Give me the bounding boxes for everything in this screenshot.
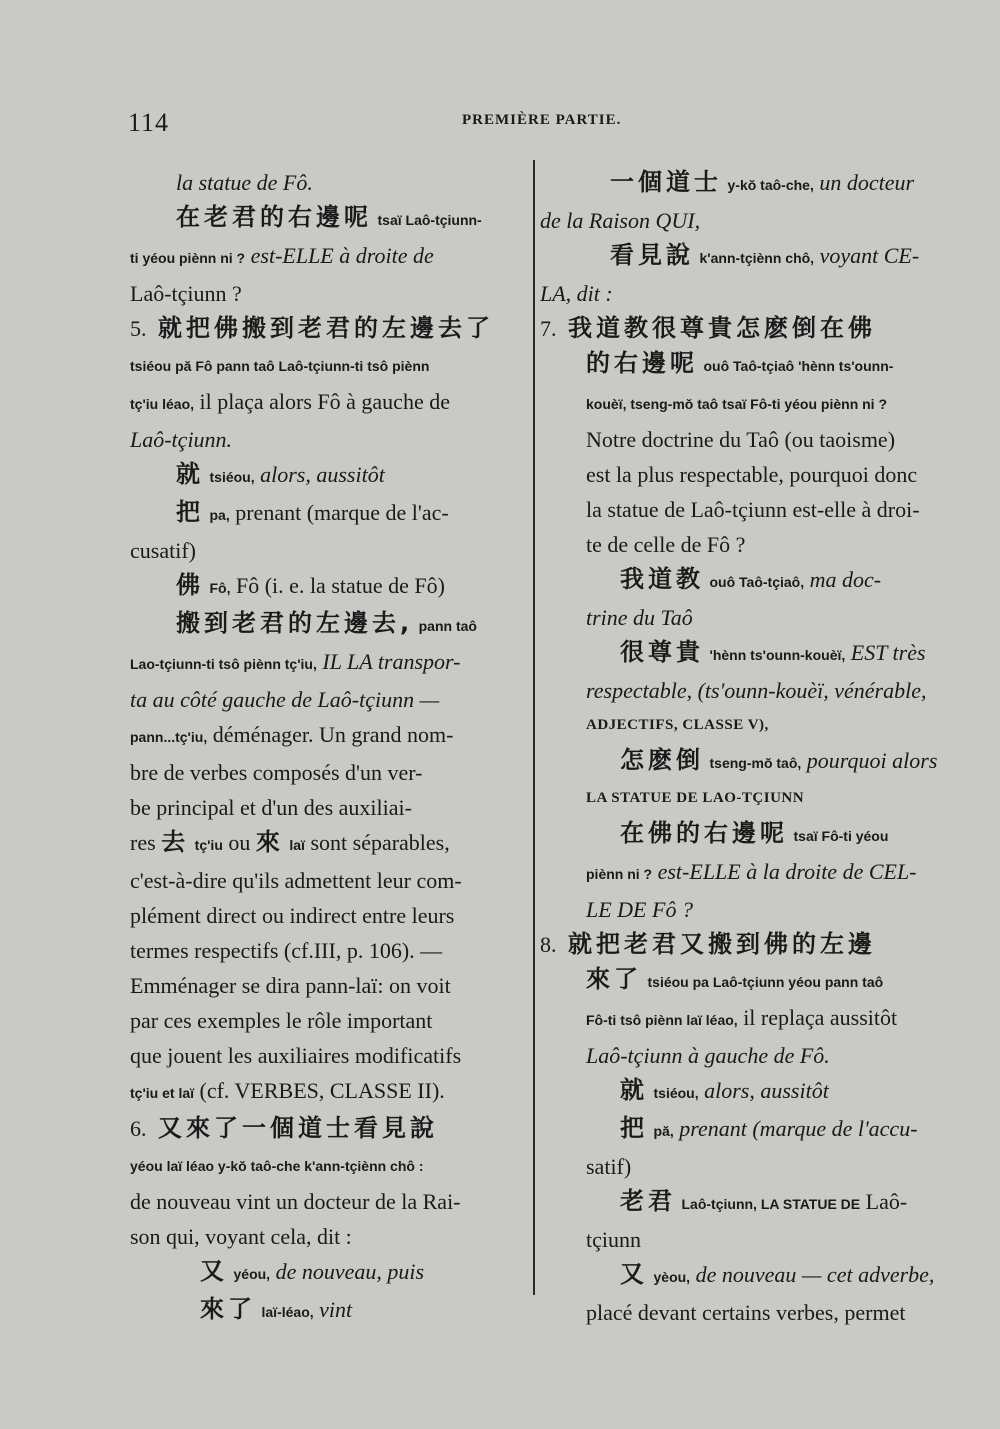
item-5-heading: 5. 就把佛搬到老君的左邊去了	[130, 314, 494, 342]
text-line: termes respectifs (cf.III, p. 106). —	[130, 938, 443, 963]
text-line: par ces exemples le rôle important	[130, 1008, 433, 1033]
text-line: Fô-ti tsô piènn laï léao, il replaça aussitôt	[586, 1005, 898, 1030]
text-line: bre de verbes composés d'un ver-	[130, 760, 423, 785]
text-line: kouèï, tseng-mŏ taô tsaï Fô-ti yéou piènn ni ?	[586, 396, 888, 412]
gloss-line: 我道教 ouô Taô-tçiaô, ma doc-	[620, 565, 882, 593]
text-line: 的右邊呢 ouô Taô-tçiaô 'hènn ts'ounn-	[586, 349, 894, 377]
item-6-heading: 6. 又來了一個道士看見說	[130, 1114, 438, 1142]
text-line: cusatif)	[130, 538, 196, 563]
text-line: Emménager se dira pann-laï: on voit	[130, 973, 451, 998]
text-line: son qui, voyant cela, dit :	[130, 1224, 352, 1249]
gloss-line: 搬到老君的左邊去, pann taô	[176, 609, 477, 637]
text-line: tç'iu et laï (cf. VERBES, CLASSE II).	[130, 1078, 445, 1103]
gloss-line: 就 tsiéou, alors, aussitôt	[176, 460, 385, 488]
gloss-line: 又 yéou, de nouveau, puis	[200, 1257, 425, 1285]
text-line: 來了 tsiéou pa Laô-tçiunn yéou pann taô	[586, 965, 884, 993]
text-line: ti yéou piènn ni ? est-ELLE à droite de	[130, 243, 434, 268]
gloss-line: 把 pă, prenant (marque de l'accu-	[620, 1114, 918, 1142]
text-line: la statue de Fô.	[176, 170, 313, 195]
text-line: ta au côté gauche de Laô-tçiunn —	[130, 687, 440, 712]
running-title: PREMIÈRE PARTIE.	[462, 112, 622, 128]
text-line: de nouveau vint un docteur de la Rai-	[130, 1189, 461, 1214]
text-line: est la plus respectable, pourquoi donc	[586, 462, 918, 487]
text-line: que jouent les auxiliaires modificatifs	[130, 1043, 462, 1068]
text-line: res 去 tç'iu ou 來 laï sont séparables,	[130, 828, 450, 856]
left-column	[130, 165, 525, 1330]
text-line: satif)	[586, 1154, 632, 1179]
text-line: pann...tç'iu, déménager. Un grand nom-	[130, 722, 454, 747]
item-8-heading: 8. 就把老君又搬到佛的左邊	[540, 930, 876, 958]
column-divider	[533, 160, 535, 1295]
gloss-line: 怎麽倒 tseng-mŏ taô, pourquoi alors	[620, 746, 938, 774]
gloss-line: 在佛的右邊呢 tsaï Fô-ti yéou	[620, 819, 889, 847]
text-line: tsiéou pă Fô pann taô Laô-tçiunn-ti tsô piènn	[130, 358, 430, 374]
gloss-line: 佛 Fô, Fô (i. e. la statue de Fô)	[176, 571, 445, 599]
gloss-line: 又 yèou, de nouveau — cet adverbe,	[620, 1260, 935, 1288]
text-line: Notre doctrine du Taô (ou taoisme)	[586, 427, 896, 452]
text-line: plément direct ou indirect entre leurs	[130, 903, 455, 928]
text-line: c'est-à-dire qu'ils admettent leur com-	[130, 868, 462, 893]
gloss-line: 老君 Laô-tçiunn, LA STATUE DE Laô-	[620, 1187, 908, 1215]
text-line: Laô-tçiunn.	[130, 427, 233, 452]
text-line: LA STATUE DE LAO-TÇIUNN	[586, 790, 805, 806]
page-number: 114	[128, 108, 170, 137]
text-line: de la Raison QUI,	[540, 208, 701, 233]
text-line: te de celle de Fô ?	[586, 532, 746, 557]
text-line: LE DE Fô ?	[586, 897, 693, 922]
right-column	[540, 165, 952, 1330]
text-line: LA, dit :	[540, 281, 613, 306]
text-line: Laô-tçiunn ?	[130, 281, 242, 306]
text-line: respectable, (ts'ounn-kouèï, vénérable,	[586, 678, 927, 703]
text-line: be principal et d'un des auxiliai-	[130, 795, 412, 820]
text-line: trine du Taô	[586, 605, 693, 630]
text-line: ADJECTIFS, CLASSE V),	[586, 717, 769, 733]
text-line: 在老君的右邊呢 tsaï Laô-tçiunn-	[176, 203, 482, 231]
text-line: Laô-tçiunn à gauche de Fô.	[586, 1043, 830, 1068]
gloss-line: 一個道士 y-kŏ taô-che, un docteur	[610, 168, 915, 196]
item-7-heading: 7. 我道教很尊貴怎麽倒在佛	[540, 314, 876, 342]
gloss-line: 來了 laï-léao, vint	[200, 1295, 353, 1323]
text-line: tç'iu léao, il plaça alors Fô à gauche de	[130, 389, 450, 414]
gloss-line: 很尊貴 'hènn ts'ounn-kouèï, EST très	[620, 638, 926, 666]
gloss-line: 看見說 k'ann-tçiènn chô, voyant CE-	[610, 241, 920, 269]
text-line: Lao-tçiunn-ti tsô piènn tç'iu, IL LA transpor-	[130, 649, 461, 674]
gloss-line: 就 tsiéou, alors, aussitôt	[620, 1076, 829, 1104]
text-line: piènn ni ? est-ELLE à la droite de CEL-	[586, 859, 917, 884]
text-line: la statue de Laô-tçiunn est-elle à droi-	[586, 497, 920, 522]
text-line: tçiunn	[586, 1227, 641, 1252]
text-line: placé devant certains verbes, permet	[586, 1300, 906, 1325]
gloss-line: 把 pa, prenant (marque de l'ac-	[176, 498, 449, 526]
text-line: yéou laï léao y-kŏ taô-che k'ann-tçiènn chô :	[130, 1158, 424, 1174]
